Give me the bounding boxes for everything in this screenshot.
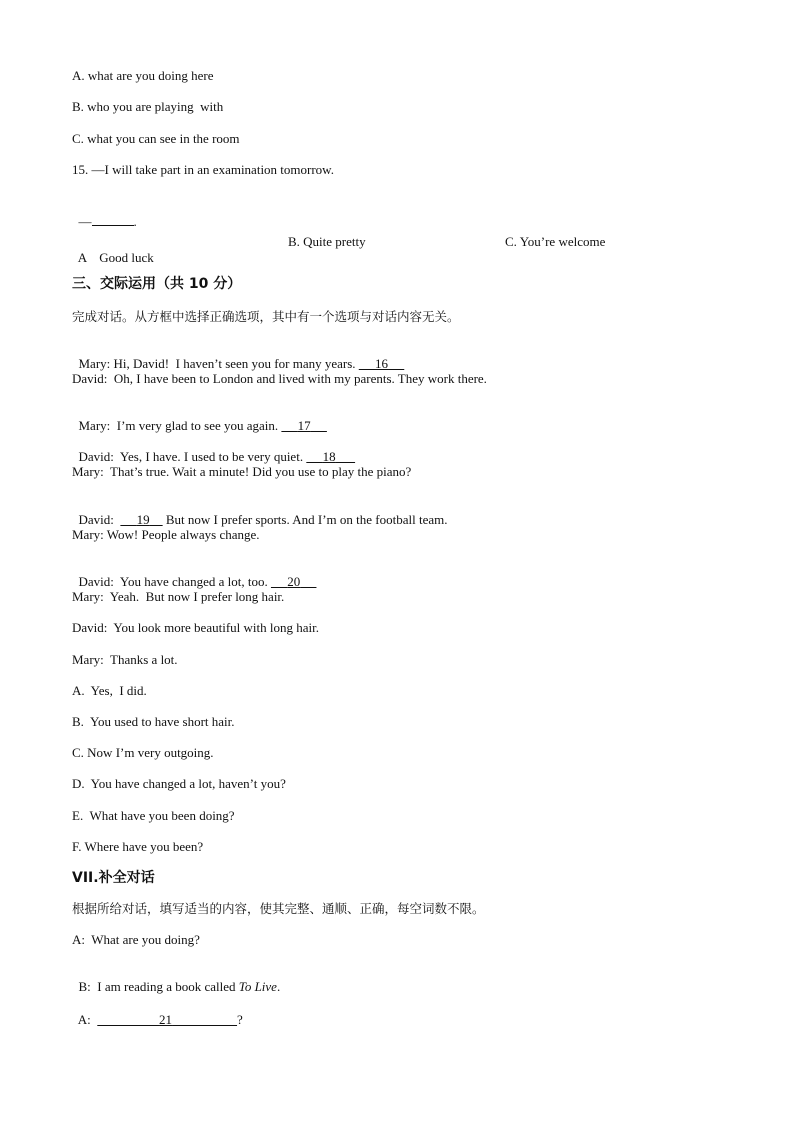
dialogue-text: Mary: I’m very glad to see you again. <box>78 418 282 433</box>
choice-option: C. Now I’m very outgoing. <box>72 745 214 760</box>
blank-18: 18 <box>322 449 336 464</box>
dialogue-line <box>72 433 355 465</box>
dialogue-text: Mary: Hi, David! I haven’t seen you for many years. <box>78 356 359 371</box>
option-a-text: Good luck <box>99 250 154 265</box>
choice-option: E. What have you been doing? <box>72 808 235 823</box>
question-15-reply <box>72 196 137 230</box>
dialogue-line: Mary: Thanks a lot. <box>72 652 178 667</box>
section-7-heading: VII.补全对话 <box>72 870 155 886</box>
option-b: B. who you are playing with <box>72 99 224 114</box>
dialogue-line: Mary: That’s true. Wait a minute! Did you use to play the piano? <box>72 464 412 479</box>
blank-21[interactable]: 21 <box>159 1012 173 1027</box>
choice-option: F. Where have you been? <box>72 839 204 854</box>
section-3-heading: 三、交际运用（共 10 分） <box>72 276 242 292</box>
dialogue-text: But now I prefer sports. And I’m on the football team. <box>162 512 448 527</box>
reply-dash: — <box>78 214 92 229</box>
dialogue-text: A: <box>77 1012 98 1027</box>
dialogue-line <box>72 340 404 372</box>
dialogue-line: David: You look more beautiful with long hair. <box>72 620 319 635</box>
blank-20: 20 <box>287 574 301 589</box>
dialogue-line <box>72 558 316 590</box>
question-15-options <box>72 234 154 266</box>
dialogue-line <box>72 402 327 434</box>
section-7-instruction: 根据所给对话，填写适当的内容，使其完整、通顺、正确，每空词数不限。 <box>72 901 485 916</box>
choice-option: D. You have changed a lot, haven’t you? <box>72 776 286 791</box>
option-a: A. what are you doing here <box>72 68 214 83</box>
reply-end: . <box>133 214 137 229</box>
blank-17: 17 <box>297 418 311 433</box>
question-15-stem: 15. —I will take part in an examination tomorrow. <box>72 162 334 177</box>
dialogue-text: ? <box>237 1012 243 1027</box>
section-3-instruction: 完成对话。从方框中选择正确选项，其中有一个选项与对话内容无关。 <box>72 309 460 324</box>
dialogue-line: Mary: Yeah. But now I prefer long hair. <box>72 589 285 604</box>
book-title: To Live <box>238 979 277 994</box>
dialogue-line <box>72 963 280 995</box>
q15-option-b: B. Quite pretty <box>288 234 366 249</box>
dialogue-text: . <box>276 979 281 994</box>
choice-option: A. Yes, I did. <box>72 683 147 698</box>
dialogue-line: A: What are you doing? <box>72 932 200 947</box>
dialogue-text: David: <box>78 512 121 527</box>
dialogue-text: David: Yes, I have. I used to be very quiet. <box>78 449 307 464</box>
option-a-letter: A <box>77 250 88 265</box>
dialogue-line: Mary: Wow! People always change. <box>72 527 260 542</box>
blank-16: 16 <box>375 356 389 371</box>
answer-blank[interactable] <box>92 212 134 226</box>
dialogue-text: David: You have changed a lot, too. <box>78 574 271 589</box>
dialogue-line <box>72 496 448 528</box>
blank-19: 19 <box>136 512 150 527</box>
dialogue-line: David: Oh, I have been to London and lived with my parents. They work there. <box>72 371 487 386</box>
option-c: C. what you can see in the room <box>72 131 240 146</box>
dialogue-line <box>72 996 243 1028</box>
dialogue-text: B: I am reading a book called <box>78 979 239 994</box>
choice-option: B. You used to have short hair. <box>72 714 235 729</box>
q15-option-c: C. You’re welcome <box>505 234 606 249</box>
